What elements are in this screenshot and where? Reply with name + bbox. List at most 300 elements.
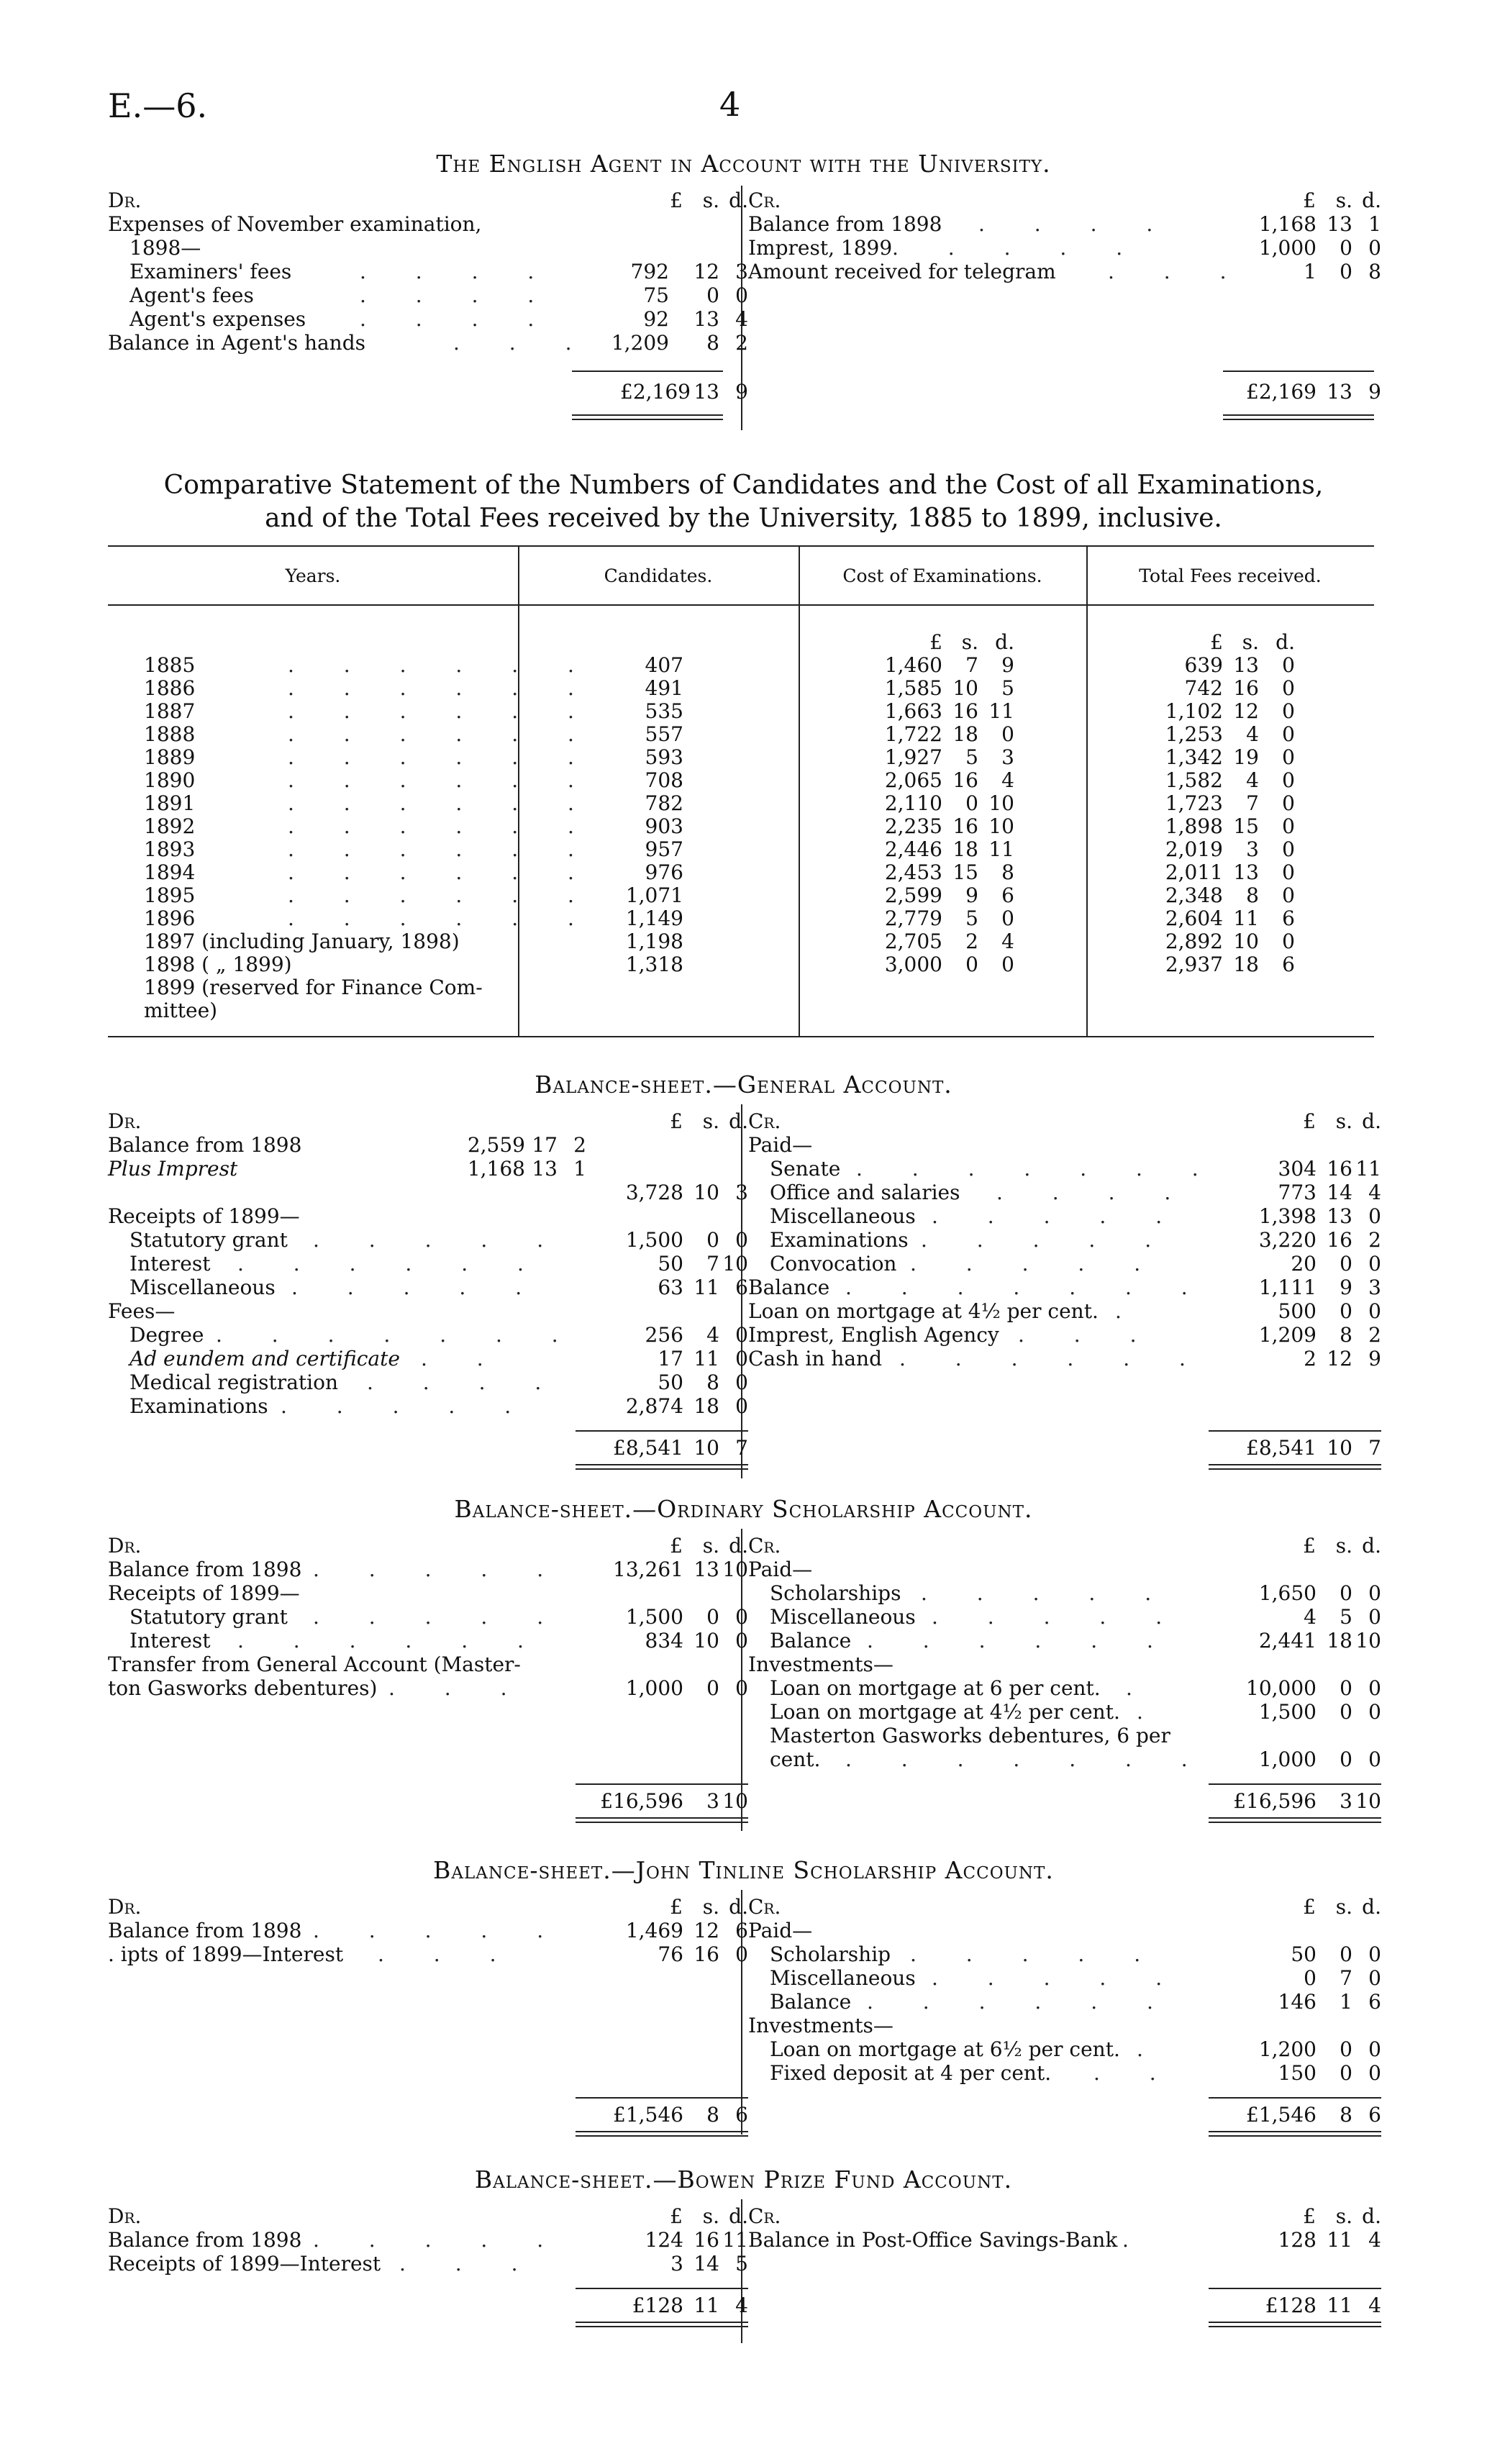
rule (1209, 1783, 1381, 1785)
rule (572, 370, 723, 372)
page-number: 4 (719, 85, 741, 124)
ledger-row (108, 1252, 748, 1276)
cost-pence: 11 (988, 837, 1014, 861)
fees-pence: 0 (1282, 699, 1295, 723)
leader-dots: . . . . (367, 1370, 563, 1394)
candidates-cell: 593 (645, 745, 683, 769)
pounds: 75 (643, 283, 669, 307)
ledger-row (748, 1204, 1381, 1228)
leader-dots: . . . . . . (288, 791, 596, 815)
ledger-row (108, 1652, 734, 1676)
shillings: 0 (706, 1676, 719, 1700)
pence: 9 (1368, 1347, 1381, 1370)
ledger-heading-row (108, 1109, 748, 1133)
table-row (0, 791, 1487, 814)
spacer (108, 1700, 734, 1781)
ledger-row: Balance in Agent's hands . . . 1,209 8 2 (108, 331, 748, 355)
total-shillings: 11 (1327, 2293, 1352, 2318)
cost-shillings: 5 (965, 906, 978, 930)
double-rule (576, 2131, 748, 2137)
cost-pounds: 3,000 (884, 953, 942, 976)
ledger-label: Convocation (770, 1252, 897, 1276)
debit-label: Dr. (108, 1109, 142, 1133)
pounds: 1,650 (1258, 1581, 1317, 1605)
total-row (108, 1436, 748, 1460)
year-cell: 1889 (144, 745, 196, 769)
cost-shillings: 16 (952, 768, 978, 792)
pence: 0 (1368, 1700, 1381, 1724)
inner-pounds: 1,168 (467, 1157, 525, 1181)
candidates-cell: 708 (645, 768, 683, 792)
shillings: 8 (706, 331, 719, 355)
ledger-row (108, 1204, 734, 1228)
credit-label: Cr. (748, 2204, 781, 2228)
cost-pence: 0 (1001, 722, 1014, 746)
english-agent-credit (748, 188, 1381, 283)
rule-row (748, 2094, 1381, 2103)
fees-pence: 0 (1282, 814, 1295, 838)
double-rule (576, 1464, 748, 1470)
ledger-label: Loan on mortgage at 4½ per cent. (748, 1299, 1099, 1323)
credit-label: Cr. (748, 1895, 781, 1919)
total-row (108, 1789, 748, 1814)
pence: 4 (1368, 2228, 1381, 2252)
fees-pounds: 1,102 (1165, 699, 1223, 723)
cost-pounds: 2,446 (884, 837, 942, 861)
ledger-row (748, 1942, 1381, 1966)
leader-dots: . . . . . (910, 1252, 1163, 1276)
cost-pounds: 1,927 (884, 745, 942, 769)
ledger-label: Balance from 1898 (108, 1133, 302, 1157)
fees-pounds: 2,348 (1165, 883, 1223, 907)
pounds: 13,261 (613, 1558, 683, 1581)
pence: 3 (735, 1181, 748, 1204)
table-row (0, 699, 1487, 722)
pounds: 3,220 (1258, 1228, 1317, 1252)
ledger-row (748, 2228, 1381, 2252)
leader-dots: . . . . . . . (856, 1157, 1220, 1181)
money-heading-row (0, 630, 1487, 653)
pence: 11 (722, 2228, 748, 2252)
shillings: 12 (1327, 1347, 1352, 1370)
table-row (0, 653, 1487, 676)
pence: 0 (1368, 1605, 1381, 1629)
candidates-cell: 407 (645, 653, 683, 677)
pound-heading: £ (670, 188, 683, 212)
ledger-row (748, 1299, 1381, 1323)
shilling-heading: s. (702, 1895, 719, 1919)
double-rule (1209, 1464, 1381, 1470)
pence: 0 (735, 1347, 748, 1370)
pence-heading: d. (995, 630, 1014, 654)
cost-pence: 0 (1001, 906, 1014, 930)
leader-dots: . . . . . (281, 1394, 533, 1418)
total-row (748, 1789, 1381, 1813)
table-row (0, 768, 1487, 791)
ledger-row (108, 1370, 748, 1394)
pence-heading: d. (729, 1534, 748, 1558)
shillings: 13 (694, 1558, 719, 1581)
pound-heading: £ (670, 1895, 683, 1919)
inner-pence: 1 (573, 1157, 586, 1181)
ledger-heading-row (748, 1895, 1381, 1919)
fees-pence: 0 (1282, 768, 1295, 792)
ledger-label: Balance in Post-Office Savings-Bank (748, 2228, 1118, 2252)
fees-pence: 0 (1282, 791, 1295, 815)
cost-pence: 3 (1001, 745, 1014, 769)
pounds: 150 (1278, 2061, 1317, 2085)
pence: 0 (735, 1370, 748, 1394)
pence: 0 (1368, 1581, 1381, 1605)
ledger-row (108, 1919, 748, 1942)
pounds: 304 (1278, 1157, 1317, 1181)
english-agent-debit-total (108, 380, 748, 404)
credit-label: Cr. (748, 1534, 781, 1558)
fees-shillings: 8 (1246, 883, 1259, 907)
shillings: 8 (706, 1370, 719, 1394)
leader-dots: . (1137, 1700, 1165, 1724)
year-cell: 1894 (144, 860, 196, 884)
shillings: 12 (694, 260, 719, 283)
pound-heading: £ (1303, 1534, 1316, 1558)
shillings: 0 (1340, 1252, 1352, 1276)
pence: 0 (735, 1629, 748, 1652)
total-shillings: 8 (706, 2103, 719, 2127)
shillings: 0 (1340, 2037, 1352, 2061)
shillings: 11 (1327, 2228, 1352, 2252)
shilling-heading: s. (1335, 1534, 1352, 1558)
shillings: 18 (1327, 1629, 1352, 1652)
ledger-label: Agent's expenses (129, 307, 306, 331)
fees-pounds: 1,582 (1165, 768, 1223, 792)
credit-label: Cr. (748, 1109, 781, 1133)
leader-dots: . . . . . . (237, 1252, 545, 1276)
ledger-heading-row (108, 1895, 748, 1919)
pounds: 128 (1278, 2228, 1317, 2252)
pounds: 792 (630, 260, 669, 283)
inner-pence: 2 (573, 1133, 586, 1157)
fees-pounds: 1,253 (1165, 722, 1223, 746)
ledger-label: Fixed deposit at 4 per cent. (770, 2061, 1052, 2085)
shillings: 16 (1327, 1157, 1352, 1181)
leader-dots: . . . . . (313, 1558, 565, 1581)
double-rule-row (108, 2317, 734, 2327)
year-cell: 1895 (144, 883, 196, 907)
fees-pence: 0 (1282, 837, 1295, 861)
total-shillings: 10 (1327, 1436, 1352, 1460)
cost-shillings: 5 (965, 745, 978, 769)
pence: 4 (1368, 1181, 1381, 1204)
ledger-row (108, 1605, 748, 1629)
leader-dots: . . . . . . (899, 1347, 1207, 1370)
comparative-title-line1: Comparative Statement of the Numbers of Candidates and the Cost of all Examinations, (163, 470, 1324, 500)
pence: 2 (1368, 1323, 1381, 1347)
shillings: 13 (1327, 1204, 1352, 1228)
ledger-label: Investments— (748, 2014, 893, 2037)
fees-shillings: 16 (1233, 676, 1259, 700)
pence-heading: d. (1362, 188, 1381, 212)
total-shillings: 13 (694, 380, 719, 404)
fees-shillings: 12 (1233, 699, 1259, 723)
leader-dots: . . . . . (932, 1204, 1184, 1228)
total-pence: 6 (735, 2103, 748, 2127)
pounds: 20 (1291, 1252, 1317, 1276)
year-cell: 1892 (144, 814, 196, 838)
ledger-row (108, 1276, 748, 1299)
leader-dots: . (1126, 1676, 1154, 1700)
pence: 6 (735, 1276, 748, 1299)
fees-pence: 0 (1282, 929, 1295, 953)
ledger-label: Paid— (748, 1558, 813, 1581)
leader-dots: . . (421, 1347, 505, 1370)
ledger-label: Miscellaneous (770, 1966, 916, 1990)
leader-dots: . . . . (996, 1181, 1193, 1204)
pence: 0 (735, 1394, 748, 1418)
leader-dots: . . (1093, 2061, 1178, 2085)
header-candidates: Candidates. (604, 565, 713, 586)
leader-dots: . . . . . . (288, 837, 596, 861)
pence: 0 (735, 283, 748, 307)
ledger-label: Balance in Agent's hands (108, 331, 366, 355)
pounds: 17 (658, 1347, 683, 1370)
fees-pounds: 639 (1184, 653, 1223, 677)
pounds: 1,000 (1258, 236, 1317, 260)
shillings: 12 (694, 1919, 719, 1942)
pound-heading: £ (1303, 1895, 1316, 1919)
double-rule (576, 2322, 748, 2327)
ledger-label: Plus Imprest (108, 1157, 238, 1181)
cost-pence: 8 (1001, 860, 1014, 884)
ledger-row (748, 1747, 1381, 1771)
pence: 8 (1368, 260, 1381, 283)
header-years: Years. (285, 565, 341, 586)
ledger-label: Balance from 1898 (748, 212, 942, 236)
rule (576, 2288, 748, 2289)
ledger-label: Balance from 1898 (108, 2228, 302, 2252)
ledger-row (108, 2228, 748, 2252)
pounds: 1,209 (1258, 1323, 1317, 1347)
pound-heading: £ (1210, 630, 1223, 654)
shillings: 9 (1340, 1276, 1352, 1299)
ledger-label: Imprest, English Agency (748, 1323, 999, 1347)
shillings: 7 (706, 1252, 719, 1276)
ledger-row (748, 1676, 1381, 1700)
shilling-heading: s. (1335, 188, 1352, 212)
ledger-label: Ad eundem and certificate (129, 1347, 400, 1370)
shillings: 0 (1340, 1299, 1352, 1323)
shillings: 8 (1340, 1323, 1352, 1347)
fees-shillings: 18 (1233, 953, 1259, 976)
fees-pounds: 2,604 (1165, 906, 1223, 930)
ledger-label: Balance from 1898 (108, 1558, 302, 1581)
inner-shillings: 13 (532, 1157, 558, 1181)
double-rule (1209, 2131, 1381, 2137)
leader-dots: . . . . . . (288, 860, 596, 884)
shillings: 0 (1340, 1700, 1352, 1724)
english-agent-debit (108, 188, 748, 355)
fees-shillings: 10 (1233, 929, 1259, 953)
cost-pence: 4 (1001, 929, 1014, 953)
total-row (748, 1436, 1381, 1460)
fees-pence: 0 (1282, 653, 1295, 677)
cost-pence: 6 (1001, 883, 1014, 907)
fees-pence: 0 (1282, 883, 1295, 907)
cost-pounds: 1,722 (884, 722, 942, 746)
ledger-label: Scholarship (770, 1942, 891, 1966)
total-pence: 10 (722, 1789, 748, 1814)
ledger-row (108, 1299, 734, 1323)
rule (576, 2097, 748, 2099)
pence-heading: d. (729, 1109, 748, 1133)
total-pence: 7 (1368, 1436, 1381, 1460)
pounds: 1,000 (1258, 1747, 1317, 1771)
ledger-heading-row (748, 1534, 1381, 1558)
table-bottom-rule (108, 1036, 1374, 1037)
ledger-row (108, 1323, 748, 1347)
total-pounds: £1,546 (1246, 2103, 1317, 2127)
pence: 0 (1368, 1676, 1381, 1700)
ledger-label: Receipts of 1899—Interest (108, 2252, 381, 2276)
fees-pence: 0 (1282, 860, 1295, 884)
pounds: 146 (1278, 1990, 1317, 2014)
table-row (0, 883, 1487, 906)
tinline-credit (748, 1895, 1381, 2137)
ledger-row: Agent's fees . . . . 75 0 0 (129, 283, 748, 307)
ledger-label: ton Gasworks debentures) (108, 1676, 378, 1700)
ledger-label: Balance (770, 1629, 852, 1652)
ordinary-credit (748, 1534, 1381, 1823)
rule (1209, 2288, 1381, 2289)
shillings: 0 (1340, 1676, 1352, 1700)
bowen-title: Balance-sheet.—Bowen Prize Fund Account. (474, 2165, 1013, 2193)
candidates-cell: 557 (645, 722, 683, 746)
ledger-label: Receipts of 1899— (108, 1581, 300, 1605)
pence: 6 (1368, 1990, 1381, 2014)
pence: 0 (735, 1605, 748, 1629)
ledger-label: Masterton Gasworks debentures, 6 per (770, 1724, 1170, 1747)
leader-dots: . . . . . . . (845, 1747, 1209, 1771)
double-rule-row (748, 1813, 1381, 1823)
pounds: 2,441 (1258, 1629, 1317, 1652)
leader-dots: . . . . . . (288, 883, 596, 907)
cost-pounds: 2,235 (884, 814, 942, 838)
rule (1209, 2097, 1381, 2099)
shilling-heading: s. (1335, 1895, 1352, 1919)
ledger-row: Amount received for telegram . . . 1 0 8 (748, 260, 1381, 283)
leader-dots: . . . . . . (288, 676, 596, 700)
total-shillings: 8 (1340, 2103, 1352, 2127)
fees-shillings: 13 (1233, 653, 1259, 677)
pence: 5 (735, 2252, 748, 2276)
shillings: 0 (1340, 1581, 1352, 1605)
total-pounds: £1,546 (613, 2103, 683, 2127)
fees-shillings: 15 (1233, 814, 1259, 838)
pence: 0 (735, 1942, 748, 1966)
general-debit (108, 1109, 748, 1470)
shillings: 1 (1340, 1990, 1352, 2014)
cost-pence: 10 (988, 791, 1014, 815)
pounds: 50 (658, 1370, 683, 1394)
ledger-row (748, 1323, 1381, 1347)
ledger-label: Statutory grant (129, 1605, 288, 1629)
year-cell: mittee) (144, 999, 218, 1022)
leader-dots: . . . . . (910, 1942, 1163, 1966)
table-row (0, 929, 1487, 953)
cost-pence: 4 (1001, 768, 1014, 792)
fees-pounds: 1,342 (1165, 745, 1223, 769)
pound-heading: £ (670, 1109, 683, 1133)
ledger-heading-row (108, 2204, 748, 2228)
double-rule (576, 1817, 748, 1823)
pence: 0 (1368, 1252, 1381, 1276)
rule (576, 1783, 748, 1785)
ledger-label: Transfer from General Account (Master- (108, 1652, 521, 1676)
fees-shillings: 19 (1233, 745, 1259, 769)
ledger-row (748, 1181, 1381, 1204)
shillings: 0 (1340, 1942, 1352, 1966)
shillings: 0 (1340, 236, 1352, 260)
pounds: 63 (658, 1276, 683, 1299)
cost-pounds: 2,453 (884, 860, 942, 884)
shilling-heading: s. (702, 188, 719, 212)
ledger-row (108, 1228, 748, 1252)
shillings: 7 (1340, 1966, 1352, 1990)
cost-shillings: 9 (965, 883, 978, 907)
fees-pounds: 742 (1184, 676, 1223, 700)
leader-dots: . . . . . . (237, 1629, 545, 1652)
ledger-row (748, 1990, 1381, 2014)
pounds: 50 (1291, 1942, 1317, 1966)
leader-dots: . . . (1018, 1323, 1158, 1347)
table-row (0, 976, 1487, 999)
leader-dots: . . . . . . (288, 722, 596, 746)
general-title: Balance-sheet.—General Account. (535, 1070, 952, 1099)
total-shillings: 10 (694, 1436, 719, 1460)
pounds: 2,874 (625, 1394, 683, 1418)
pounds: 10,000 (1246, 1676, 1317, 1700)
pence: 3 (735, 260, 748, 283)
leader-dots: . . . . . (921, 1581, 1173, 1605)
shilling-heading: s. (702, 2204, 719, 2228)
ledger-label: Senate (770, 1157, 841, 1181)
double-rule-row (108, 1813, 734, 1823)
fees-pounds: 1,723 (1165, 791, 1223, 815)
shilling-heading: s. (1335, 2204, 1352, 2228)
ledger-heading-row (748, 1109, 1381, 1133)
spacer (748, 1370, 1381, 1427)
bowen-debit (108, 2204, 748, 2327)
pence: 2 (735, 331, 748, 355)
total-shillings: 11 (694, 2293, 719, 2318)
pound-heading: £ (670, 2204, 683, 2228)
ledger-label: Office and salaries (770, 1181, 960, 1204)
total-pence: 6 (1368, 2103, 1381, 2127)
cost-pence: 10 (988, 814, 1014, 838)
double-rule-row (748, 1460, 1381, 1470)
ledger-row (108, 1676, 748, 1700)
table-row (0, 722, 1487, 745)
fees-shillings: 3 (1246, 837, 1259, 861)
pounds: 834 (645, 1629, 683, 1652)
leader-dots: . . . . . . . (216, 1323, 580, 1347)
rule-row (748, 2285, 1381, 2293)
debit-label: Dr. (108, 1534, 142, 1558)
pence: 0 (1368, 1204, 1381, 1228)
leader-dots: . . . (388, 1676, 529, 1700)
shillings: 14 (1327, 1181, 1352, 1204)
ledger-row (108, 1157, 734, 1181)
ledger-label: Investments— (748, 1652, 893, 1676)
